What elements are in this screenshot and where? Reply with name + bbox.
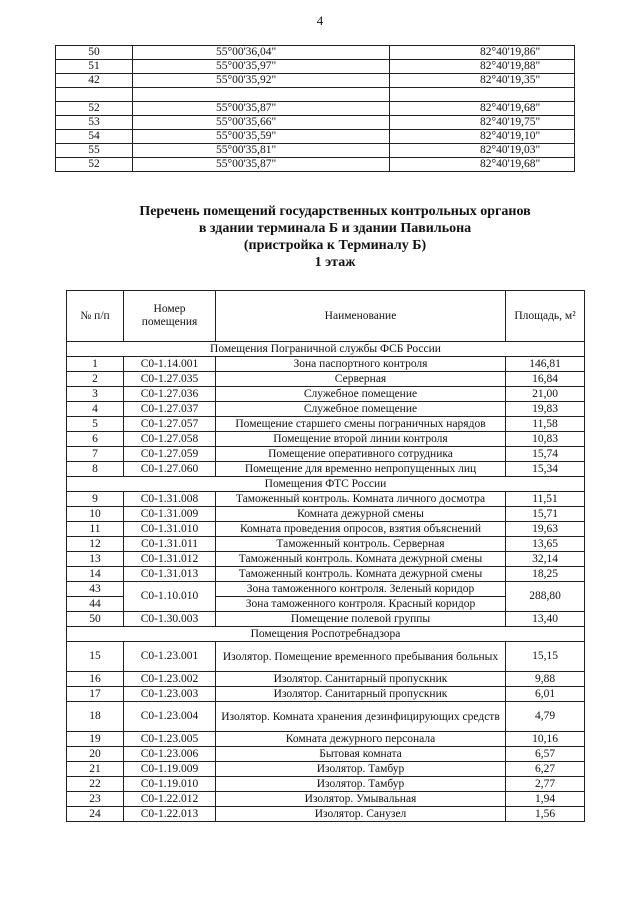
room-number: С0-1.23.001 xyxy=(124,642,216,672)
latitude: 55°00'35,87" xyxy=(133,102,390,116)
room-number: С0-1.31.013 xyxy=(124,567,216,582)
room-row xyxy=(67,582,585,597)
room-row xyxy=(67,372,585,387)
room-name: Изолятор. Санитарный пропускник xyxy=(216,672,506,687)
room-name: Изолятор. Санитарный пропускник xyxy=(216,687,506,702)
longitude: 82°40'19,68" xyxy=(390,102,575,116)
room-area: 32,14 xyxy=(506,552,585,567)
coordinate-row xyxy=(56,46,575,60)
room-area: 10,83 xyxy=(506,432,585,447)
room-name: Изолятор. Помещение временного пребывания больных xyxy=(216,642,506,672)
room-number: С0-1.10.010 xyxy=(124,582,216,612)
latitude: 55°00'35,87" xyxy=(133,158,390,172)
coordinate-row xyxy=(56,102,575,116)
room-name: Изолятор. Санузел xyxy=(216,807,506,822)
group-rpn xyxy=(67,627,585,642)
room-row xyxy=(67,777,585,792)
room-name: Комната дежурного персонала xyxy=(216,732,506,747)
point-number: 53 xyxy=(56,116,133,130)
room-area: 15,71 xyxy=(506,507,585,522)
room-number: С0-1.23.006 xyxy=(124,747,216,762)
room-number: С0-1.27.037 xyxy=(124,402,216,417)
room-area: 4,79 xyxy=(506,702,585,732)
room-number: С0-1.27.060 xyxy=(124,462,216,477)
longitude: 82°40'19,68" xyxy=(390,158,575,172)
room-name: Зона таможенного контроля. Красный коридор xyxy=(216,597,506,612)
room-name: Таможенный контроль. Комната личного досмотра xyxy=(216,492,506,507)
room-row xyxy=(67,702,585,732)
room-index: 24 xyxy=(67,807,124,822)
room-area: 18,25 xyxy=(506,567,585,582)
room-row xyxy=(67,402,585,417)
point-number: 55 xyxy=(56,144,133,158)
longitude: 82°40'19,86" xyxy=(390,46,575,60)
point-number: 50 xyxy=(56,46,133,60)
room-name: Серверная xyxy=(216,372,506,387)
room-area: 6,57 xyxy=(506,747,585,762)
room-area: 13,40 xyxy=(506,612,585,627)
room-number: С0-1.31.012 xyxy=(124,552,216,567)
room-index: 43 xyxy=(67,582,124,597)
room-number: С0-1.19.009 xyxy=(124,762,216,777)
longitude: 82°40'19,75" xyxy=(390,116,575,130)
section-heading xyxy=(40,203,630,271)
header-room: Номер помещения xyxy=(124,291,216,342)
room-name: Помещение второй линии контроля xyxy=(216,432,506,447)
room-index: 18 xyxy=(67,702,124,732)
room-area: 15,74 xyxy=(506,447,585,462)
latitude: 55°00'35,92" xyxy=(133,74,390,88)
heading-line-3: (пристройка к Терминалу Б) xyxy=(243,238,427,253)
room-name: Комната проведения опросов, взятия объяснений xyxy=(216,522,506,537)
room-number: С0-1.31.009 xyxy=(124,507,216,522)
coordinate-row xyxy=(56,60,575,74)
room-index: 17 xyxy=(67,687,124,702)
room-area: 1,56 xyxy=(506,807,585,822)
room-area: 11,58 xyxy=(506,417,585,432)
room-number: С0-1.30.003 xyxy=(124,612,216,627)
page-number: 4 xyxy=(316,13,324,28)
room-row xyxy=(67,567,585,582)
room-number: С0-1.27.057 xyxy=(124,417,216,432)
coordinate-row xyxy=(56,74,575,88)
latitude: 55°00'35,97" xyxy=(133,60,390,74)
latitude: 55°00'35,81" xyxy=(133,144,390,158)
room-name: Комната дежурной смены xyxy=(216,507,506,522)
room-number: С0-1.31.010 xyxy=(124,522,216,537)
longitude: 82°40'19,10" xyxy=(390,130,575,144)
room-name: Служебное помещение xyxy=(216,387,506,402)
room-index: 19 xyxy=(67,732,124,747)
room-number: С0-1.22.013 xyxy=(124,807,216,822)
coordinate-row xyxy=(56,158,575,172)
room-index: 14 xyxy=(67,567,124,582)
room-row xyxy=(67,462,585,477)
room-name: Изолятор. Комната хранения дезинфицирующих средств xyxy=(216,702,506,732)
room-area: 9,88 xyxy=(506,672,585,687)
coordinate-row xyxy=(56,130,575,144)
group-fsb-label: Помещения Пограничной службы ФСБ России xyxy=(67,342,585,357)
room-area: 6,01 xyxy=(506,687,585,702)
point-number: 54 xyxy=(56,130,133,144)
room-row xyxy=(67,357,585,372)
room-row xyxy=(67,612,585,627)
room-row xyxy=(67,732,585,747)
longitude: 82°40'19,03" xyxy=(390,144,575,158)
heading-line-2: в здании терминала Б и здании Павильона xyxy=(198,221,472,236)
room-area: 15,34 xyxy=(506,462,585,477)
room-row xyxy=(67,552,585,567)
room-row xyxy=(67,537,585,552)
rooms-table-header xyxy=(67,291,585,342)
room-index: 4 xyxy=(67,402,124,417)
room-row xyxy=(67,522,585,537)
coordinate-row xyxy=(56,88,575,102)
room-number: С0-1.14.001 xyxy=(124,357,216,372)
room-index: 20 xyxy=(67,747,124,762)
room-row xyxy=(67,807,585,822)
room-index: 3 xyxy=(67,387,124,402)
latitude xyxy=(133,88,390,102)
room-name: Служебное помещение xyxy=(216,402,506,417)
point-number xyxy=(56,88,133,102)
room-index: 50 xyxy=(67,612,124,627)
room-area: 2,77 xyxy=(506,777,585,792)
room-name: Таможенный контроль. Комната дежурной смены xyxy=(216,567,506,582)
room-name: Помещение для временно непропущенных лиц xyxy=(216,462,506,477)
room-number: С0-1.27.059 xyxy=(124,447,216,462)
room-name: Изолятор. Умывальная xyxy=(216,792,506,807)
point-number: 52 xyxy=(56,158,133,172)
room-name: Бытовая комната xyxy=(216,747,506,762)
room-index: 10 xyxy=(67,507,124,522)
room-index: 21 xyxy=(67,762,124,777)
room-name: Помещение полевой группы xyxy=(216,612,506,627)
latitude: 55°00'36,04" xyxy=(133,46,390,60)
room-number: С0-1.23.003 xyxy=(124,687,216,702)
room-number: С0-1.22.012 xyxy=(124,792,216,807)
room-area: 288,80 xyxy=(506,582,585,612)
room-row xyxy=(67,792,585,807)
header-num: № п/п xyxy=(67,291,124,342)
coordinates-table xyxy=(55,45,575,172)
room-row xyxy=(67,672,585,687)
room-index: 11 xyxy=(67,522,124,537)
room-name: Таможенный контроль. Комната дежурной смены xyxy=(216,552,506,567)
coordinate-row xyxy=(56,116,575,130)
room-index: 6 xyxy=(67,432,124,447)
room-name: Изолятор. Тамбур xyxy=(216,777,506,792)
rooms-table xyxy=(66,290,585,822)
room-name: Таможенный контроль. Серверная xyxy=(216,537,506,552)
room-name: Изолятор. Тамбур xyxy=(216,762,506,777)
room-index: 1 xyxy=(67,357,124,372)
latitude: 55°00'35,59" xyxy=(133,130,390,144)
room-index: 23 xyxy=(67,792,124,807)
room-area: 146,81 xyxy=(506,357,585,372)
room-row xyxy=(67,447,585,462)
room-name: Помещение старшего смены пограничных нарядов xyxy=(216,417,506,432)
room-index: 22 xyxy=(67,777,124,792)
room-name: Помещение оперативного сотрудника xyxy=(216,447,506,462)
room-area: 16,84 xyxy=(506,372,585,387)
room-number: С0-1.31.011 xyxy=(124,537,216,552)
room-number: С0-1.27.036 xyxy=(124,387,216,402)
room-row xyxy=(67,642,585,672)
longitude: 82°40'19,88" xyxy=(390,60,575,74)
room-area: 21,00 xyxy=(506,387,585,402)
room-name: Зона таможенного контроля. Зеленый коридор xyxy=(216,582,506,597)
room-index: 8 xyxy=(67,462,124,477)
room-area: 6,27 xyxy=(506,762,585,777)
room-index: 7 xyxy=(67,447,124,462)
room-row xyxy=(67,387,585,402)
room-index: 15 xyxy=(67,642,124,672)
header-area: Площадь, м² xyxy=(506,291,585,342)
room-name: Зона паспортного контроля xyxy=(216,357,506,372)
heading-line-1: Перечень помещений государственных контрольных органов xyxy=(139,204,531,219)
room-index: 9 xyxy=(67,492,124,507)
room-index: 2 xyxy=(67,372,124,387)
longitude: 82°40'19,35" xyxy=(390,74,575,88)
room-row xyxy=(67,507,585,522)
room-area: 1,94 xyxy=(506,792,585,807)
room-number: С0-1.19.010 xyxy=(124,777,216,792)
room-area: 13,65 xyxy=(506,537,585,552)
longitude xyxy=(390,88,575,102)
room-number: С0-1.31.008 xyxy=(124,492,216,507)
header-name: Наименование xyxy=(216,291,506,342)
room-area: 11,51 xyxy=(506,492,585,507)
room-area: 15,15 xyxy=(506,642,585,672)
room-row xyxy=(67,417,585,432)
room-number: С0-1.23.004 xyxy=(124,702,216,732)
latitude: 55°00'35,66" xyxy=(133,116,390,130)
group-fsb xyxy=(67,342,585,357)
group-fts-label: Помещения ФТС России xyxy=(67,477,585,492)
room-row xyxy=(67,747,585,762)
heading-line-4: 1 этаж xyxy=(314,255,356,270)
room-area: 10,16 xyxy=(506,732,585,747)
room-row xyxy=(67,687,585,702)
room-index: 13 xyxy=(67,552,124,567)
room-row xyxy=(67,432,585,447)
point-number: 42 xyxy=(56,74,133,88)
room-number: С0-1.23.002 xyxy=(124,672,216,687)
room-index: 16 xyxy=(67,672,124,687)
coordinate-row xyxy=(56,144,575,158)
room-row xyxy=(67,492,585,507)
room-number: С0-1.23.005 xyxy=(124,732,216,747)
room-index: 12 xyxy=(67,537,124,552)
room-index: 5 xyxy=(67,417,124,432)
point-number: 51 xyxy=(56,60,133,74)
group-rpn-label: Помещения Роспотребнадзора xyxy=(67,627,585,642)
room-row xyxy=(67,762,585,777)
room-area: 19,83 xyxy=(506,402,585,417)
group-fts xyxy=(67,477,585,492)
point-number: 52 xyxy=(56,102,133,116)
room-number: С0-1.27.058 xyxy=(124,432,216,447)
room-number: С0-1.27.035 xyxy=(124,372,216,387)
room-index: 44 xyxy=(67,597,124,612)
room-area: 19,63 xyxy=(506,522,585,537)
